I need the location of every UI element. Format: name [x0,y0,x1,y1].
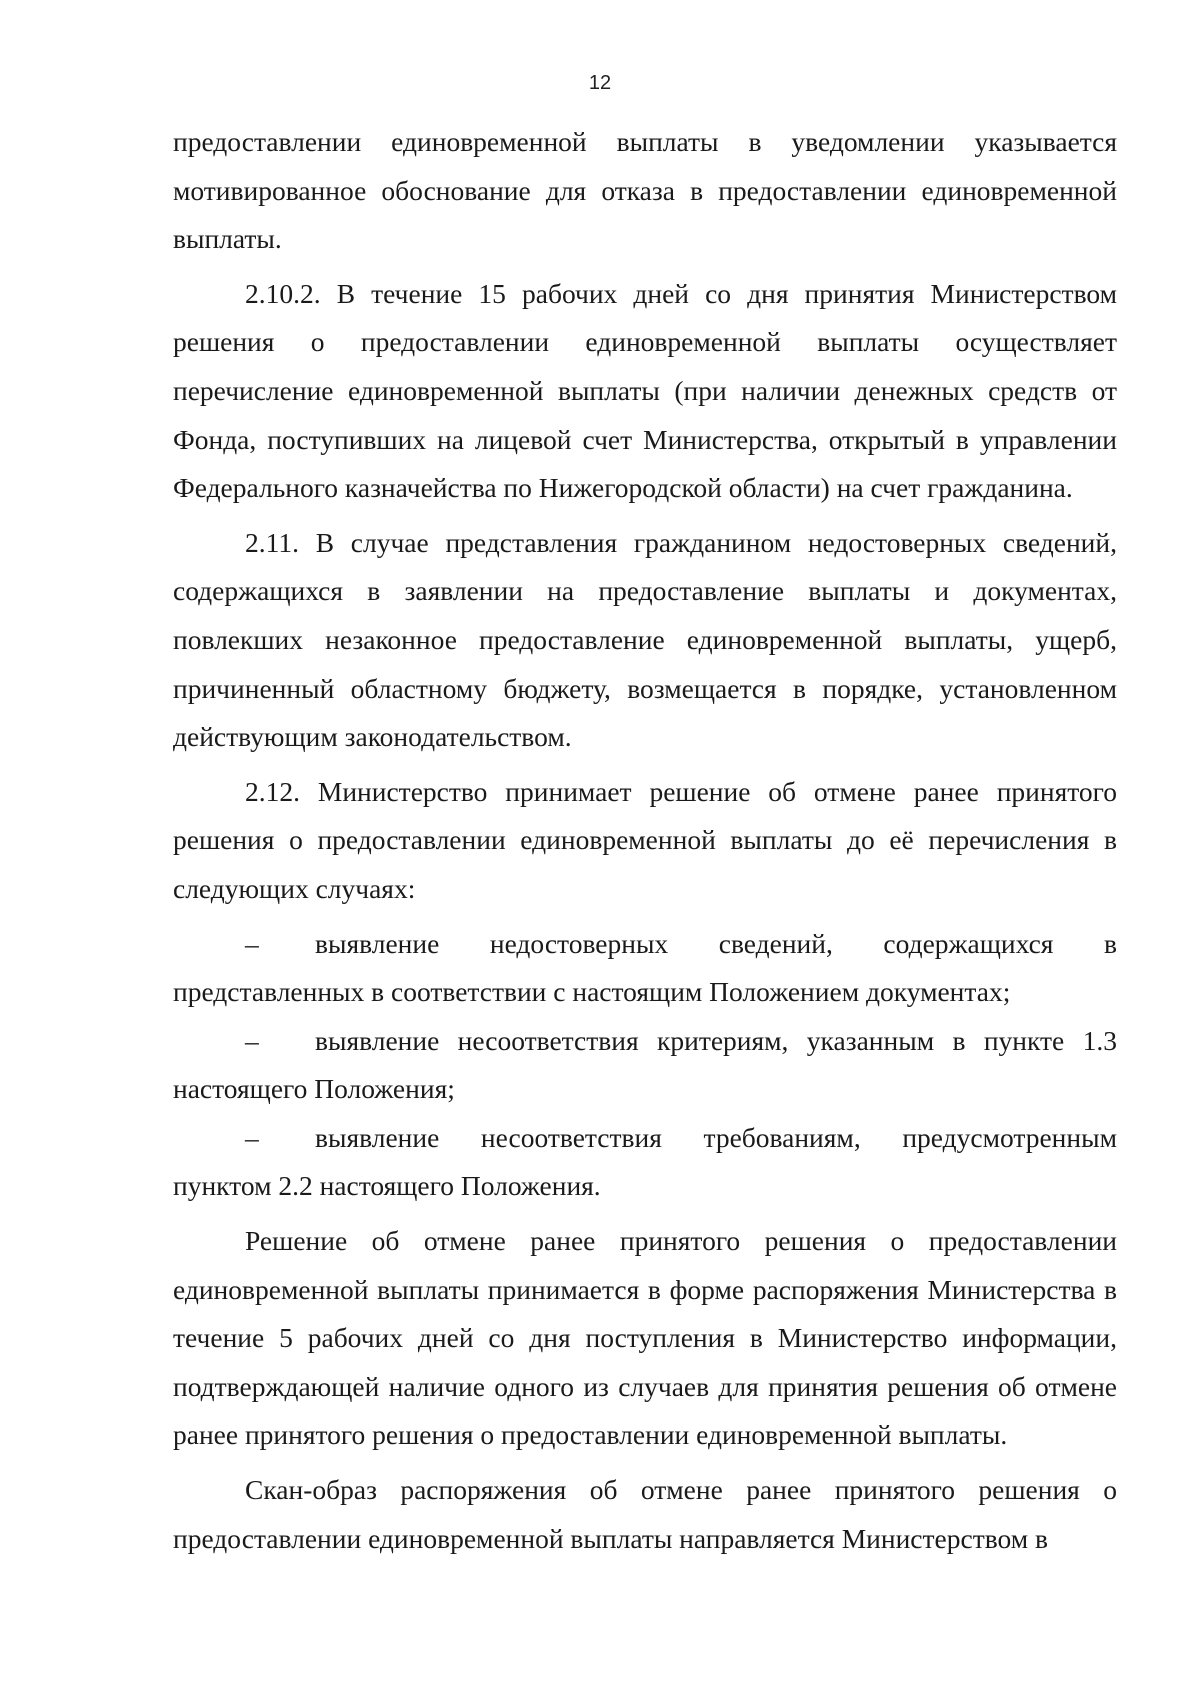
paragraph-decision: Решение об отмене ранее принятого решения о предоставлении единовременной выплаты принимается в форме распоряжения Министерства в течение 5 рабочих дней со дня поступления в Министерство информации, подтверждающей наличие одного из случаев для принятия решения об отмене ранее принятого решения о предоставлении единовременной выплаты. [173,1225,1117,1451]
list-item-text: выявление несоответствия критериям, указанным в пункте 1.3 настоящего Положения; [173,1024,1117,1105]
paragraph-continuation: предоставлении единовременной выплаты в уведомлении указывается мотивированное обоснование для отказа в предоставлении единовременной выплаты. [173,126,1117,255]
document-body [173,118,1117,1563]
dash-marker: – [245,1024,259,1056]
dash-marker: – [245,1121,259,1153]
dash-marker: – [245,927,259,959]
list-item [173,920,1117,1017]
paragraph-2-11: 2.11. В случае представления гражданином недостоверных сведений, содержащихся в заявлении на предоставление выплаты и документах, повлекших незаконное предоставление единовременной выплаты, ущерб, причиненный областному бюджету, возмещается в порядке, установленном действующим законодательством. [173,526,1117,753]
page-number: 12 [588,72,612,94]
paragraph-2-10-2: 2.10.2. В течение 15 рабочих дней со дня принятия Министерством решения о предоставлении единовременной выплаты осуществляет перечисление единовременной выплаты (при наличии денежных средств от Фонда, поступивших на лицевой счет Министерства, открытый в управлении Федерального казначейства по Нижегородской области) на счет гражданина. [173,277,1117,504]
list-item [173,1017,1117,1114]
list-item-text: выявление несоответствия требованиям, предусмотренным пунктом 2.2 настоящего Положения. [173,1121,1117,1202]
paragraph-2-12: 2.12. Министерство принимает решение об отмене ранее принятого решения о предоставлении единовременной выплаты до её перечисления в следующих случаях: [173,775,1117,904]
paragraph-scan: Скан-образ распоряжения об отмене ранее принятого решения о предоставлении единовременной выплаты направляется Министерством в [173,1474,1117,1554]
list-item-text: выявление недостоверных сведений, содержащихся в представленных в соответствии с настоящим Положением документах; [173,927,1117,1008]
list-item [173,1114,1117,1211]
